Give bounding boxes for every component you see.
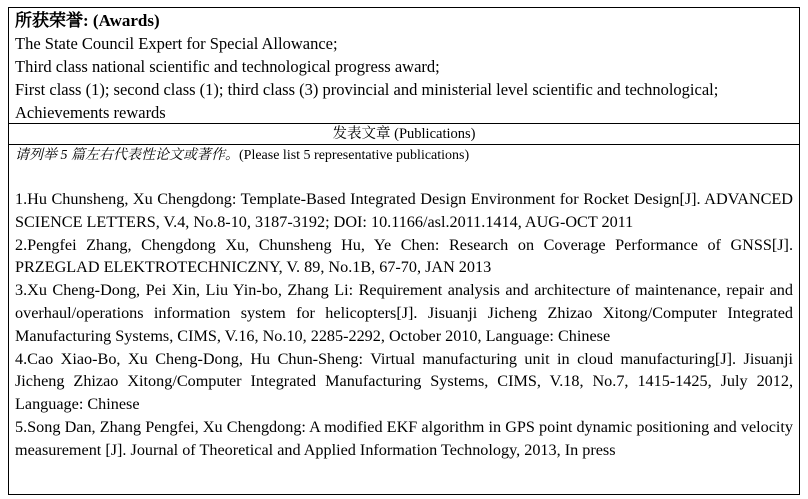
publication-list bbox=[15, 188, 793, 462]
award-line: The State Council Expert for Special Allowance; bbox=[15, 34, 338, 53]
award-line: First class (1); second class (1); third class (3) provincial and ministerial level scientific and technological; bbox=[15, 80, 719, 99]
publication-item: 1.Hu Chunsheng, Xu Chengdong: Template-Based Integrated Design Environment for Rocket Design[J]. ADVANCED SCIENCE LETTERS, V.4, No.8-10, 3187-3192; DOI: 10.1166/asl.2011.1414, AUG-OCT 2011 bbox=[15, 190, 793, 231]
award-line: Achievements rewards bbox=[15, 103, 166, 122]
publication-item: 4.Cao Xiao-Bo, Xu Cheng-Dong, Hu Chun-Sheng: Virtual manufacturing unit in cloud manufacturing[J]. Jisuanji Jicheng Zhizao Xitong/Computer Integrated Manufacturing Systems, CIMS, V.18, No.7, 1415-1425, July 2012, Language: Chinese bbox=[15, 349, 793, 414]
instruction-chinese: 请列举 5 篇左右代表性论文或著作。 bbox=[15, 148, 239, 163]
awards-section bbox=[9, 8, 799, 124]
publication-item: 5.Song Dan, Zhang Pengfei, Xu Chengdong: A modified EKF algorithm in GPS point dynamic positioning and velocity measurement [J]. Journal of Theoretical and Applied Information Technology, 2013, In press bbox=[15, 417, 793, 459]
cv-table bbox=[8, 7, 800, 495]
award-line: Third class national scientific and technological progress award; bbox=[15, 57, 440, 76]
instruction-english: (Please list 5 representative publications) bbox=[239, 148, 470, 163]
awards-heading: 所获荣誉: (Awards) bbox=[15, 11, 160, 30]
publication-item: 3.Xu Cheng-Dong, Pei Xin, Liu Yin-bo, Zhang Li: Requirement analysis and architecture of maintenance, repair and overhaul/operations information system for helicopters[J]. Jisuanji Jicheng Zhizao Xitong/Computer Integrated Manufacturing Systems, CIMS, V.16, No.10, 2285-2292, October 2010, Language: Chinese bbox=[15, 281, 793, 345]
publications-instruction bbox=[15, 147, 793, 165]
publications-section bbox=[9, 147, 799, 462]
publication-item: 2.Pengfei Zhang, Chengdong Xu, Chunsheng Hu, Ye Chen: Research on Coverage Performance of GNSS[J]. PRZEGLAD ELEKTROTECHNICZNY, V. 89, No.1B, 67-70, JAN 2013 bbox=[15, 235, 793, 277]
publications-heading: 发表文章 (Publications) bbox=[9, 124, 799, 145]
